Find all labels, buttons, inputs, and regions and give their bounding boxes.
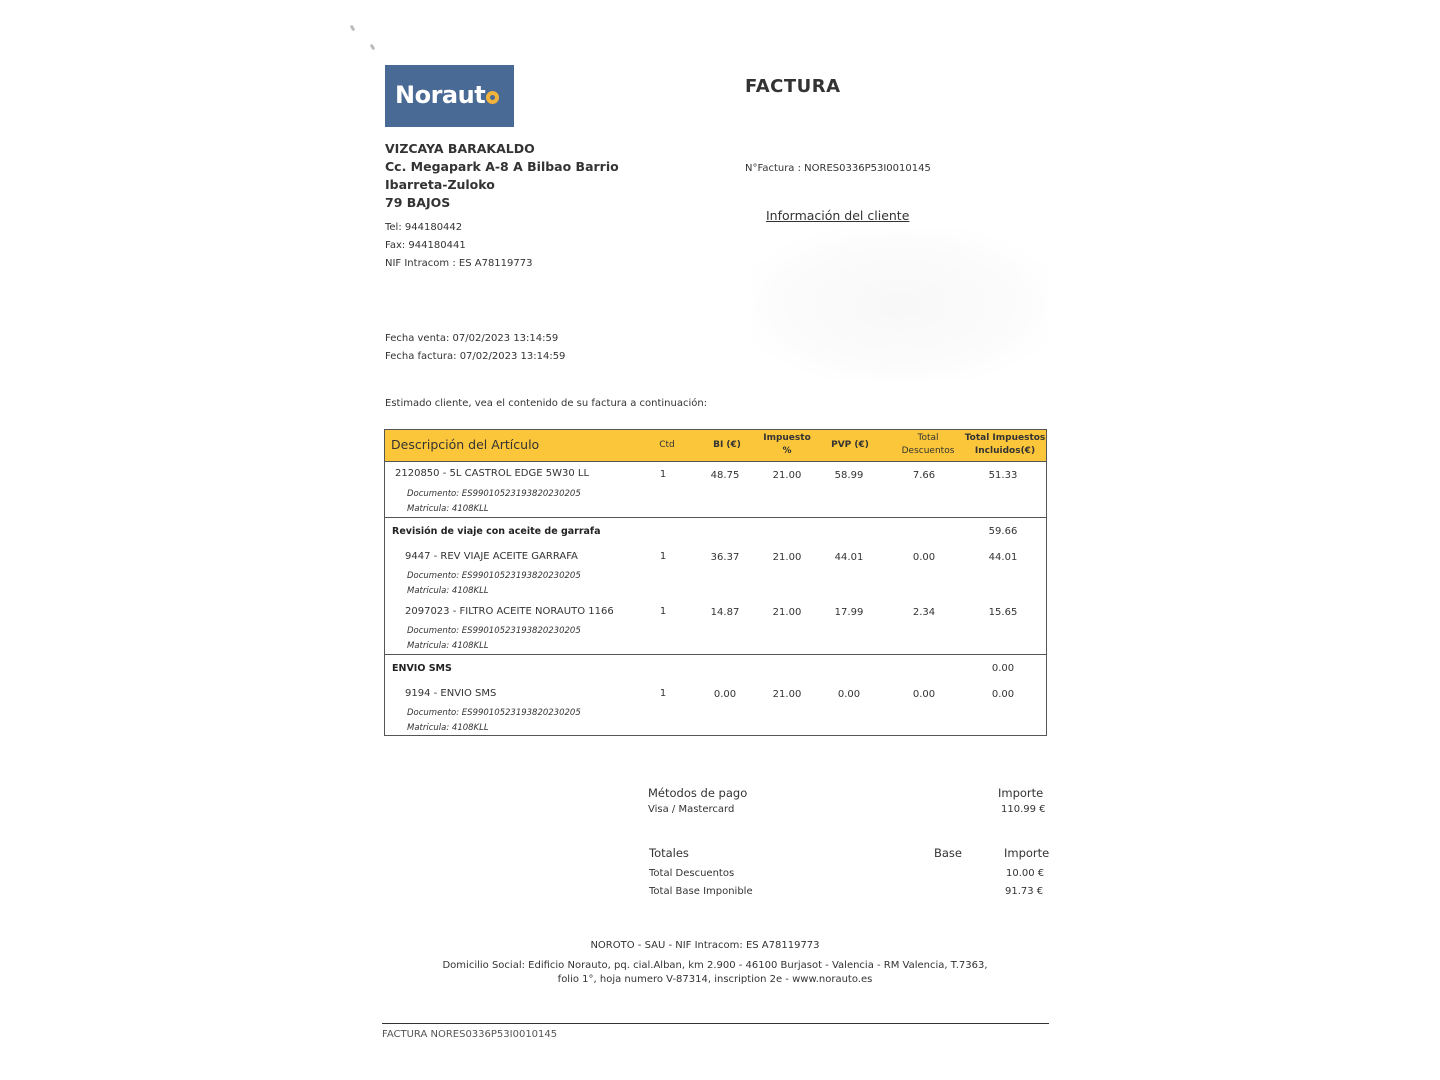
header-pvp: PVP (€) [831, 440, 869, 450]
table-separator [385, 517, 1046, 518]
payment-amount-label: Importe [998, 786, 1044, 800]
items-table [384, 429, 1047, 736]
row-discount: 0.00 [912, 689, 936, 700]
header-total-line1: Total Impuestos [964, 433, 1046, 443]
store-address-2: Ibarreta-Zuloko [385, 177, 495, 192]
row-tax: 21.00 [772, 552, 802, 563]
sale-date: Fecha venta: 07/02/2023 13:14:59 [385, 333, 559, 344]
store-address-1: Cc. Megapark A-8 A Bilbao Barrio [385, 159, 619, 174]
store-name: VIZCAYA BARAKALDO [385, 141, 535, 156]
scan-speck [370, 44, 376, 51]
row-description: 9447 - REV VIAJE ACEITE GARRAFA [405, 551, 578, 562]
invoice-date: Fecha factura: 07/02/2023 13:14:59 [385, 351, 566, 362]
row-discount: 7.66 [912, 470, 936, 481]
row-discount: 2.34 [912, 607, 936, 618]
totals-base-label: Base [934, 846, 963, 860]
totals-label: Totales [649, 846, 689, 860]
payment-method: Visa / Mastercard [648, 804, 735, 815]
client-info-heading: Información del cliente [766, 208, 910, 223]
row-bi: 0.00 [713, 689, 737, 700]
total-base-value: 91.73 € [1005, 886, 1044, 897]
row-description: 9194 - ENVIO SMS [405, 688, 497, 699]
row-discount: 0.00 [912, 552, 936, 563]
footer-address-1: Domicilio Social: Edificio Norauto, pq. cial.Alban, km 2.900 - 46100 Burjasot - Valencia - RM Valencia, T.7363, [442, 960, 988, 971]
header-bi: BI (€) [713, 440, 741, 450]
row-plate: Matricula: 4108KLL [407, 723, 489, 733]
row-description: 2120850 - 5L CASTROL EDGE 5W30 LL [395, 468, 590, 479]
row-document: Documento: ES99010523193820230205 [407, 708, 581, 718]
row-total: 44.01 [988, 552, 1018, 563]
row-pvp: 17.99 [834, 607, 864, 618]
row-qty: 1 [659, 469, 667, 480]
cut-off-text: FACTURA NORES0336P53I0010145 [382, 1029, 558, 1040]
logo-o-ring [486, 91, 499, 104]
group-label: Revisión de viaje con aceite de garrafa [392, 526, 601, 537]
row-tax: 21.00 [772, 470, 802, 481]
row-pvp: 58.99 [834, 470, 864, 481]
row-tax: 21.00 [772, 689, 802, 700]
row-total: 0.00 [991, 689, 1015, 700]
row-plate: Matricula: 4108KLL [407, 504, 489, 514]
footer-rule [382, 1023, 1049, 1024]
store-fax: Fax: 944180441 [385, 240, 466, 251]
header-total-line2: Incluidos(€) [974, 446, 1036, 456]
invoice-number: N°Factura : NORES0336P53I0010145 [745, 163, 931, 174]
table-separator [385, 654, 1046, 655]
group-total: 0.00 [991, 663, 1015, 674]
header-tax-line1: Impuesto [763, 433, 811, 443]
intro-text: Estimado cliente, vea el contenido de su factura a continuación: [385, 398, 708, 409]
row-plate: Matricula: 4108KLL [407, 641, 489, 651]
row-qty: 1 [659, 606, 667, 617]
total-discounts-label: Total Descuentos [649, 868, 735, 879]
cut-off-footer [382, 1026, 558, 1040]
table-header [385, 430, 1046, 462]
row-qty: 1 [659, 688, 667, 699]
footer-address-2: folio 1°, hoja numero V-87314, inscription 2e - www.norauto.es [557, 974, 873, 985]
row-bi: 14.87 [710, 607, 740, 618]
row-pvp: 0.00 [837, 689, 861, 700]
store-tel: Tel: 944180442 [385, 222, 463, 233]
group-label: ENVIO SMS [392, 663, 452, 674]
header-tax-line2: % [782, 446, 792, 456]
header-discounts [892, 432, 964, 458]
header-qty: Ctd [659, 440, 675, 450]
row-tax: 21.00 [772, 607, 802, 618]
row-document: Documento: ES99010523193820230205 [407, 571, 581, 581]
row-document: Documento: ES99010523193820230205 [407, 626, 581, 636]
scan-speck [350, 25, 356, 32]
header-tax [757, 432, 817, 458]
header-discounts-line1: Total [917, 433, 939, 443]
row-total: 15.65 [988, 607, 1018, 618]
store-address-3: 79 BAJOS [385, 195, 451, 210]
payment-methods-label: Métodos de pago [648, 786, 748, 800]
client-info-redacted [752, 230, 1048, 380]
total-discounts-value: 10.00 € [1006, 868, 1045, 879]
row-document: Documento: ES99010523193820230205 [407, 489, 581, 499]
totals-amount-label: Importe [1004, 846, 1050, 860]
norauto-logo [385, 65, 514, 127]
row-qty: 1 [659, 551, 667, 562]
group-total: 59.66 [988, 526, 1018, 537]
row-total: 51.33 [988, 470, 1018, 481]
header-discounts-line2: Descuentos [901, 446, 955, 456]
row-description: 2097023 - FILTRO ACEITE NORAUTO 1166 [405, 606, 614, 617]
footer-company: NOROTO - SAU - NIF Intracom: ES A78119773 [590, 940, 820, 951]
row-plate: Matricula: 4108KLL [407, 586, 489, 596]
header-total [963, 432, 1047, 458]
header-description: Descripción del Artículo [391, 437, 540, 452]
payment-method-amount: 110.99 € [1001, 804, 1046, 815]
row-pvp: 44.01 [834, 552, 864, 563]
row-bi: 36.37 [710, 552, 740, 563]
row-bi: 48.75 [710, 470, 740, 481]
total-base-label: Total Base Imponible [649, 886, 753, 897]
invoice-title: FACTURA [745, 76, 841, 97]
logo-text: Noraut [395, 81, 499, 109]
store-nif: NIF Intracom : ES A78119773 [385, 258, 533, 269]
